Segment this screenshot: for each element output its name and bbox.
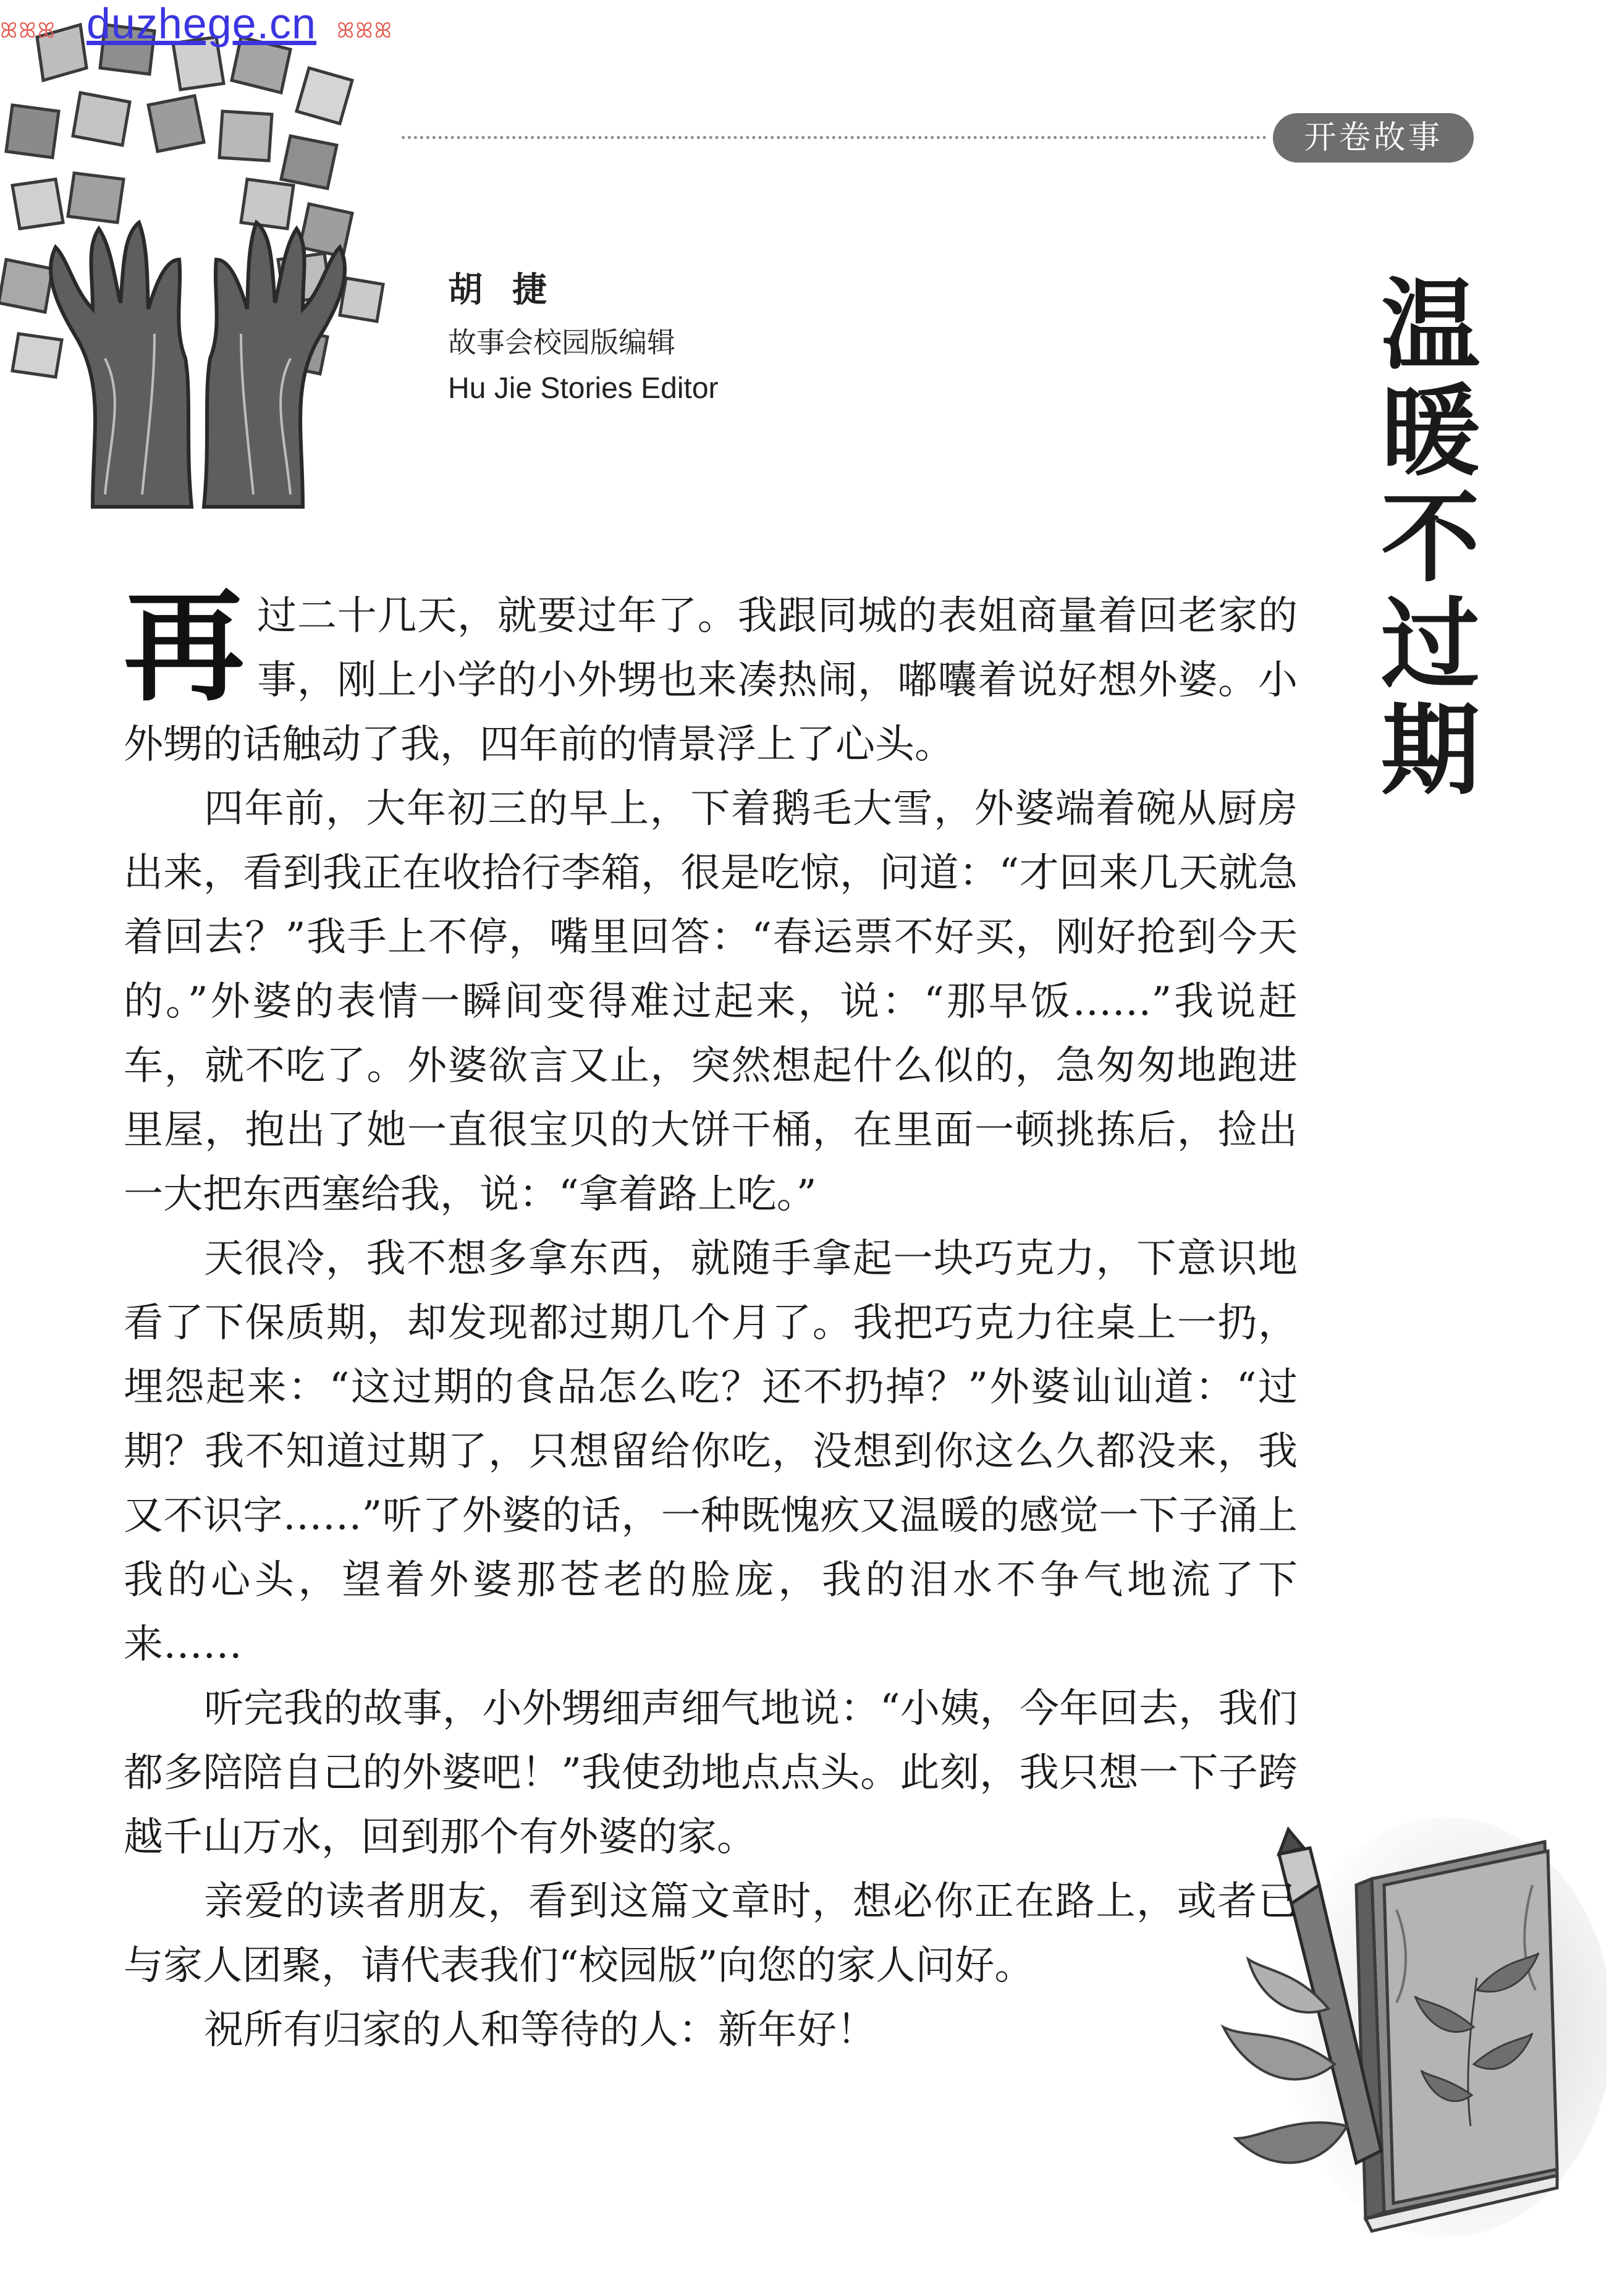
paragraph: 四年前，大年初三的早上，下着鹅毛大雪，外婆端着碗从厨房出来，看到我正在收拾行李箱，很是吃惊，问道：“才回来几天就急着回去？”我手上不停，嘴里回答：“春运票不好买，刚好抢到今天的。”外婆的表情一瞬间变得难过起来，说：“那早饭……”我说赶车，就不吃了。外婆欲言又止，突然想起什么似的，急匆匆地跑进里屋，抱出了她一直很宝贝的大饼干桶，在里面一顿挑拣后，捡出一大把东西塞给我，说：“拿着路上吃。” (124, 786, 1298, 1218)
watermark-flourish-left: ꕤꕤꕤ (0, 19, 56, 43)
paragraph: 听完我的故事，小外甥细声细气地说：“小姨，今年回去，我们都多陪陪自己的外婆吧！”我使劲地点点头。此刻，我只想一下子跨越千山万水，回到那个有外婆的家。 (124, 1686, 1298, 1860)
section-tag: 开卷故事 (1273, 113, 1474, 163)
paragraph: 祝所有归家的人和等待的人：新年好！ (204, 2007, 876, 2053)
paragraph: 天很冷，我不想多拿东西，就随手拿起一块巧克力，下意识地看了下保质期，却发现都过期几个月了。我把巧克力往桌上一扔，埋怨起来：“这过期的食品怎么吃？还不扔掉？”外婆讪讪道：“过期？我不知道过期了，只想留给你吃，没想到你这么久都没来，我又不识字……”听了外婆的话，一种既愧疚又温暖的感觉一下子涌上我的心头，望着外婆那苍老的脸庞，我的泪水不争气地流了下来…… (124, 1236, 1298, 1667)
author-block (448, 266, 719, 410)
paragraph (124, 576, 1298, 777)
title-char: 暖 (1380, 373, 1480, 489)
article-body (124, 576, 1298, 2062)
paragraph: 亲爱的读者朋友，看到这篇文章时，想必你正在路上，或者已与家人团聚，请代表我们“校园版”向您的家人问好。 (124, 1879, 1298, 1989)
header-dotted-rule (402, 136, 1267, 139)
title-char: 过 (1380, 586, 1480, 702)
watermark-link[interactable]: duzhege.cn (87, 0, 316, 48)
article-title (1375, 267, 1486, 808)
title-char: 不 (1380, 480, 1480, 596)
watermark (0, 0, 433, 49)
author-role-en: Hu Jie Stories Editor (448, 372, 719, 405)
author-role: 故事会校园版编辑 (448, 326, 675, 359)
dropcap: 再 (124, 576, 245, 718)
watermark-flourish-right: ꕤꕤꕤ (337, 19, 393, 43)
title-char: 期 (1380, 692, 1480, 808)
author-name: 胡捷 (448, 270, 577, 310)
title-char: 温 (1380, 267, 1480, 383)
paragraph-text: 过二十几天，就要过年了。我跟同城的表姐商量着回老家的事，刚上小学的小外甥也来凑热闹，嘟囔着说好想外婆。小外甥的话触动了我，四年前的情景浮上了心头。 (124, 593, 1298, 768)
tree-illustration-icon (0, 0, 402, 513)
